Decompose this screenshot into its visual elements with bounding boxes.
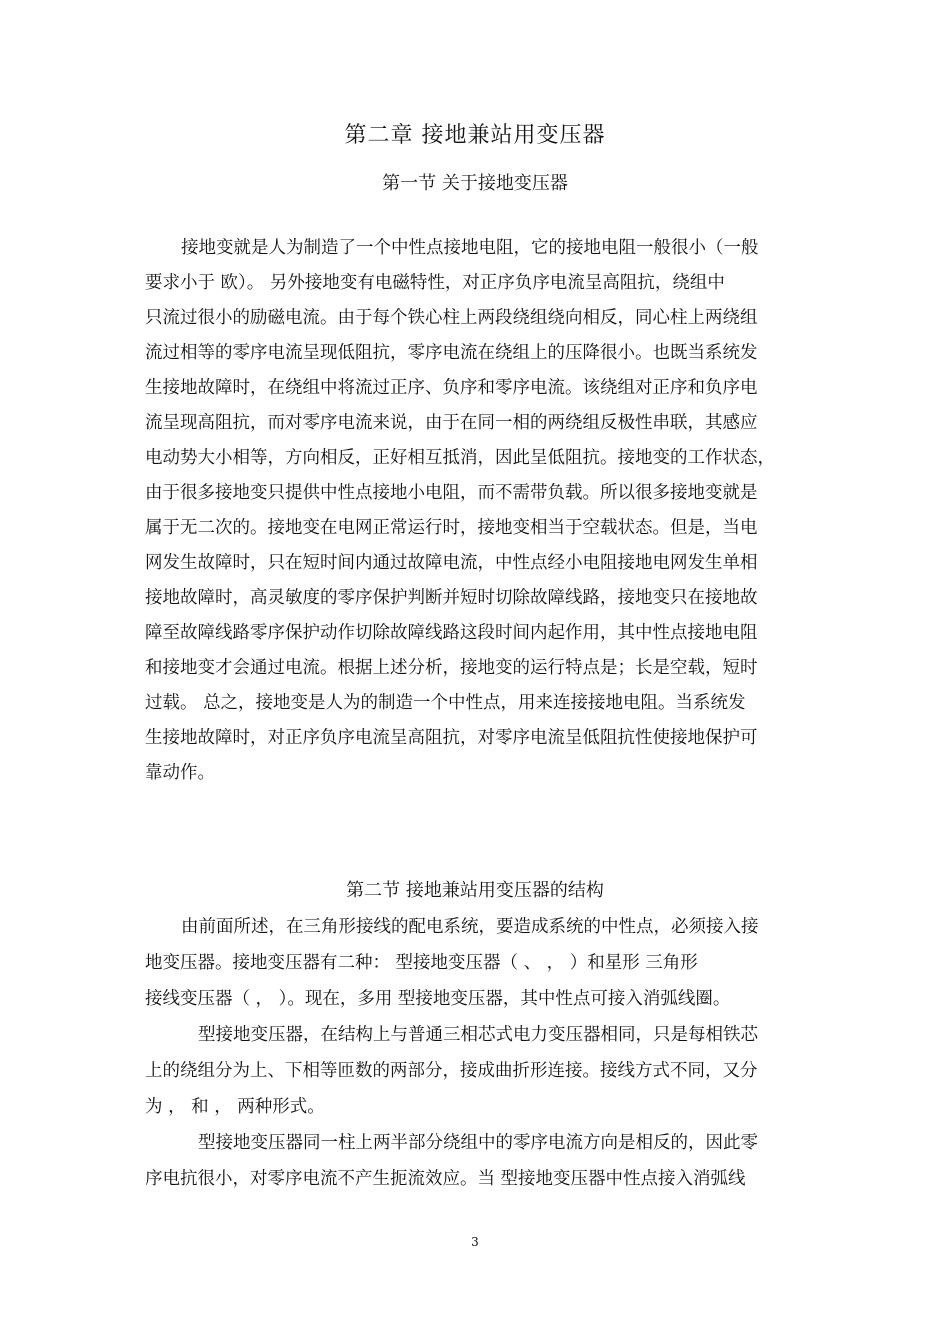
section-1-line: 网发生故障时，只在短时间内通过故障电流，中性点经小电阻接地电网发生单相 [145, 553, 758, 573]
section-1-line: 过载。 总之，接地变是人为的制造一个中性点，用来连接接地电阻。当系统发 [145, 693, 746, 713]
section-1-line: 电动势大小相等，方向相反，正好相互抵消，因此呈低阻抗。接地变的工作状态， [145, 448, 775, 468]
section-1-line: 流呈现高阻抗，而对零序电流来说，由于在同一相的两绕组反极性串联，其感应 [145, 413, 758, 433]
section-2-title: 第二节 接地兼站用变压器的结构 [346, 880, 604, 901]
section-2-line: 序电抗很小，对零序电流不产生扼流效应。当 型接地变压器中性点接入消弧线 [145, 1169, 746, 1189]
section-1-line: 流过相等的零序电流呈现低阻抗，零序电流在绕组上的压降很小。也既当系统发 [145, 343, 758, 363]
section-1-line: 要求小于 欧）。 另外接地变有电磁特性，对正序负序电流呈高阻抗，绕组中 [145, 273, 725, 293]
section-1-title: 第一节 关于接地变压器 [382, 173, 568, 194]
section-1-line: 接地故障时，高灵敏度的零序保护判断并短时切除故障线路，接地变只在接地故 [145, 588, 758, 608]
section-1-line: 由于很多接地变只提供中性点接地小电阻，而不需带负载。所以很多接地变就是 [145, 483, 758, 503]
chapter-title: 第二章 接地兼站用变压器 [344, 123, 606, 148]
section-1-line: 生接地故障时，对正序负序电流呈高阻抗，对零序电流呈低阻抗性使接地保护可 [145, 728, 758, 748]
section-2-line: 型接地变压器，在结构上与普通三相芯式电力变压器相同，只是每相铁芯 [198, 1025, 758, 1045]
section-2-line: 由前面所述，在三角形接线的配电系统，要造成系统的中性点，必须接入接 [181, 917, 759, 937]
page-number: 3 [471, 1235, 479, 1249]
section-2-line: 地变压器。接地变压器有二种： 型接地变压器（ 、 ， ）和星形 三角形 [145, 953, 698, 973]
section-1-line: 生接地故障时，在绕组中将流过正序、负序和零序电流。该绕组对正序和负序电 [145, 378, 758, 398]
section-1-line: 接地变就是人为制造了一个中性点接地电阻，它的接地电阻一般很小（一般 [181, 238, 759, 258]
section-1-line: 属于无二次的。接地变在电网正常运行时，接地变相当于空载状态。但是，当电 [145, 518, 758, 538]
section-1-line: 和接地变才会通过电流。根据上述分析，接地变的运行特点是；长是空载，短时 [145, 658, 758, 678]
section-1-line: 靠动作。 [145, 763, 215, 783]
section-2-line: 接线变压器（ ， ）。现在，多用 型接地变压器，其中性点可接入消弧线圈。 [145, 989, 731, 1009]
section-2-line: 上的绕组分为上、下相等匝数的两部分，接成曲折形连接。接线方式不同，又分 [145, 1061, 758, 1081]
section-1-line: 障至故障线路零序保护动作切除故障线路这段时间内起作用，其中性点接地电阻 [145, 623, 758, 643]
section-2-line: 型接地变压器同一柱上两半部分绕组中的零序电流方向是相反的，因此零 [198, 1133, 758, 1153]
section-1-line: 只流过很小的励磁电流。由于每个铁心柱上两段绕组绕向相反，同心柱上两绕组 [145, 308, 758, 328]
section-2-line: 为 ， 和 ， 两种形式。 [145, 1097, 325, 1117]
